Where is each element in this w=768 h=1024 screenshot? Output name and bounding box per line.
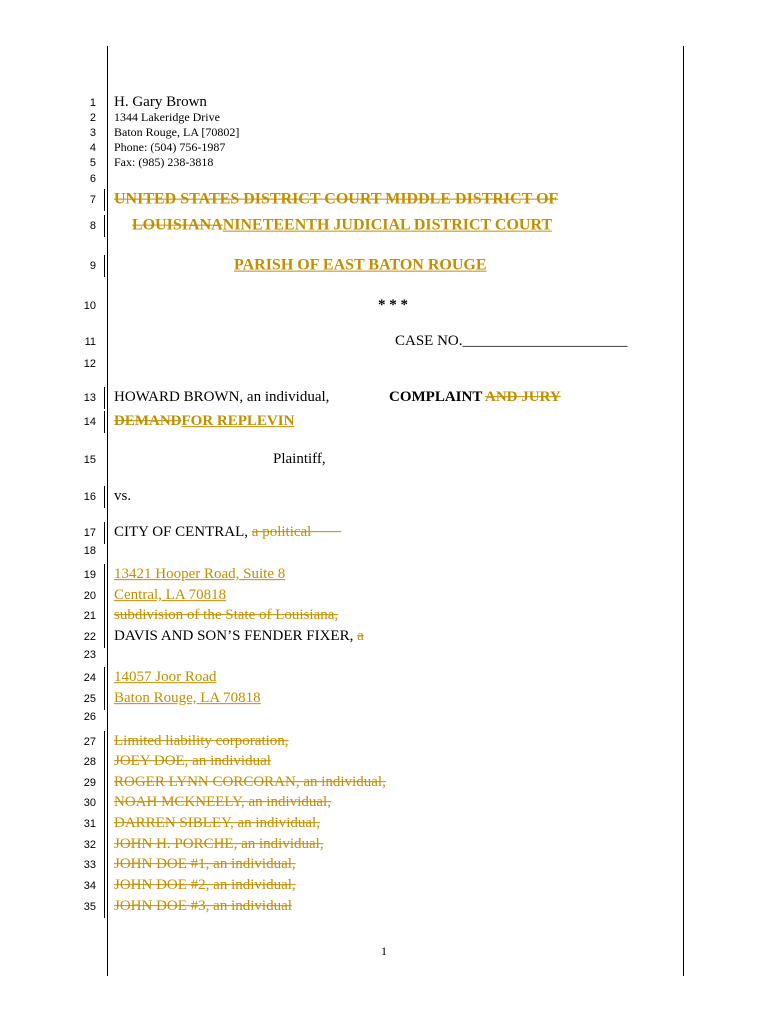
change-bar bbox=[104, 522, 105, 544]
deleted-defendant-item: JOHN DOE #2, an individual, bbox=[114, 877, 296, 894]
case-number: CASE NO.______________________ bbox=[395, 333, 628, 350]
document-title-continued bbox=[114, 413, 294, 430]
court-name-line bbox=[132, 217, 552, 235]
deleted-defendant-item: Limited liability corporation, bbox=[114, 733, 289, 750]
page-number: 1 bbox=[381, 944, 387, 958]
change-bar bbox=[104, 854, 105, 876]
line-number: 12 bbox=[83, 358, 96, 370]
change-bar bbox=[104, 834, 105, 856]
line-number: 27 bbox=[83, 736, 96, 748]
line-number: 31 bbox=[83, 818, 96, 830]
line-number: 6 bbox=[89, 173, 96, 185]
attorney-street: 1344 Lakeridge Drive bbox=[114, 110, 220, 125]
change-bar bbox=[104, 896, 105, 918]
line-number: 3 bbox=[89, 127, 96, 139]
line-number: 29 bbox=[83, 777, 96, 789]
line-number: 21 bbox=[83, 610, 96, 622]
change-bar bbox=[104, 411, 105, 433]
line-number: 26 bbox=[83, 711, 96, 723]
line-number: 22 bbox=[83, 631, 96, 643]
plaintiff-label: Plaintiff, bbox=[273, 451, 326, 468]
deleted-defendant-item: JOHN DOE #1, an individual, bbox=[114, 856, 296, 873]
line-number: 11 bbox=[84, 336, 96, 348]
deleted-defendant-item: DARREN SIBLEY, an individual, bbox=[114, 815, 320, 832]
line-number: 7 bbox=[89, 194, 96, 206]
change-bar bbox=[104, 813, 105, 835]
attorney-fax: Fax: (985) 238-3818 bbox=[114, 155, 214, 170]
line-number: 5 bbox=[89, 157, 96, 169]
court-deleted-line-1: UNITED STATES DISTRICT COURT MIDDLE DISTRICT OF bbox=[114, 190, 559, 208]
court-inserted-name: NINETEENTH JUDICIAL DISTRICT COURT bbox=[222, 216, 553, 234]
deleted-defendant-item: JOEY DOE, an individual bbox=[114, 753, 271, 770]
title-inserted: FOR REPLEVIN bbox=[181, 413, 295, 430]
change-bar bbox=[104, 255, 105, 277]
attorney-city: Baton Rouge, LA [70802] bbox=[114, 125, 240, 140]
line-number: 28 bbox=[83, 756, 96, 768]
deleted-defendant-item: JOHN DOE #3, an individual bbox=[114, 898, 292, 915]
change-bar bbox=[104, 189, 105, 211]
line-number: 9 bbox=[89, 260, 96, 272]
plaintiff-name: HOWARD BROWN, an individual, bbox=[114, 389, 330, 406]
line-number: 35 bbox=[83, 901, 96, 913]
line-number: 15 bbox=[83, 454, 96, 466]
line-number: 32 bbox=[83, 839, 96, 851]
line-number: 25 bbox=[83, 693, 96, 705]
change-bar bbox=[104, 215, 105, 237]
defendant-2-address-2: Baton Rouge, LA 70818 bbox=[114, 690, 261, 707]
deleted-defendant-item: JOHN H. PORCHE, an individual, bbox=[114, 836, 324, 853]
stars-divider: * * * bbox=[378, 297, 408, 314]
change-bar bbox=[104, 667, 105, 689]
defendant-1-address-1: 13421 Hooper Road, Suite 8 bbox=[114, 566, 286, 583]
line-number: 2 bbox=[89, 112, 96, 124]
line-number: 1 bbox=[89, 97, 96, 109]
left-margin-rule bbox=[107, 46, 108, 976]
attorney-phone: Phone: (504) 756-1987 bbox=[114, 140, 226, 155]
line-number: 4 bbox=[89, 142, 96, 154]
change-bar bbox=[104, 688, 105, 710]
change-bar bbox=[104, 486, 105, 508]
change-bar bbox=[104, 731, 105, 753]
line-number: 24 bbox=[83, 672, 96, 684]
versus: vs. bbox=[114, 488, 132, 505]
line-number: 34 bbox=[83, 880, 96, 892]
line-number: 30 bbox=[83, 797, 96, 809]
change-bar bbox=[104, 387, 105, 409]
change-bar bbox=[104, 792, 105, 814]
line-number: 20 bbox=[83, 590, 96, 602]
line-number: 14 bbox=[83, 416, 96, 428]
document-title: COMPLAINT AND JURY bbox=[389, 389, 561, 406]
change-bar bbox=[104, 751, 105, 773]
line-number: 10 bbox=[83, 300, 96, 312]
defendant-1-deleted: a political bbox=[251, 524, 342, 541]
line-number: 19 bbox=[83, 569, 96, 581]
change-bar bbox=[104, 605, 105, 627]
defendant-2-deleted: a bbox=[357, 628, 364, 645]
defendant-1-address-2: Central, LA 70818 bbox=[114, 587, 227, 604]
defendant-1-deleted-description: subdivision of the State of Louisiana, bbox=[114, 607, 339, 624]
defendant-1: CITY OF CENTRAL, a political bbox=[114, 524, 342, 541]
title-deleted-part-2: DEMAND bbox=[114, 413, 182, 430]
change-bar bbox=[104, 626, 105, 648]
parish-name: PARISH OF EAST BATON ROUGE bbox=[234, 256, 487, 274]
defendant-2-address-1: 14057 Joor Road bbox=[114, 669, 217, 686]
title-deleted-part-1: AND JURY bbox=[485, 389, 561, 406]
attorney-name: H. Gary Brown bbox=[114, 94, 207, 111]
line-number: 23 bbox=[83, 649, 96, 661]
line-number: 8 bbox=[89, 220, 96, 232]
deleted-defendant-item: NOAH MCKNEELY, an individual, bbox=[114, 794, 331, 811]
change-bar bbox=[104, 875, 105, 897]
court-deleted-line-2: LOUISIANA bbox=[132, 216, 223, 234]
line-number: 17 bbox=[83, 527, 96, 539]
change-bar bbox=[104, 772, 105, 794]
change-bar bbox=[104, 564, 105, 586]
deleted-defendant-item: ROGER LYNN CORCORAN, an individual, bbox=[114, 774, 386, 791]
right-margin-rule bbox=[683, 46, 684, 976]
defendant-2: DAVIS AND SON’S FENDER FIXER, a bbox=[114, 628, 364, 645]
line-number: 16 bbox=[83, 491, 96, 503]
line-number: 13 bbox=[83, 392, 96, 404]
change-bar bbox=[104, 585, 105, 607]
line-number: 33 bbox=[83, 859, 96, 871]
line-number: 18 bbox=[83, 545, 96, 557]
